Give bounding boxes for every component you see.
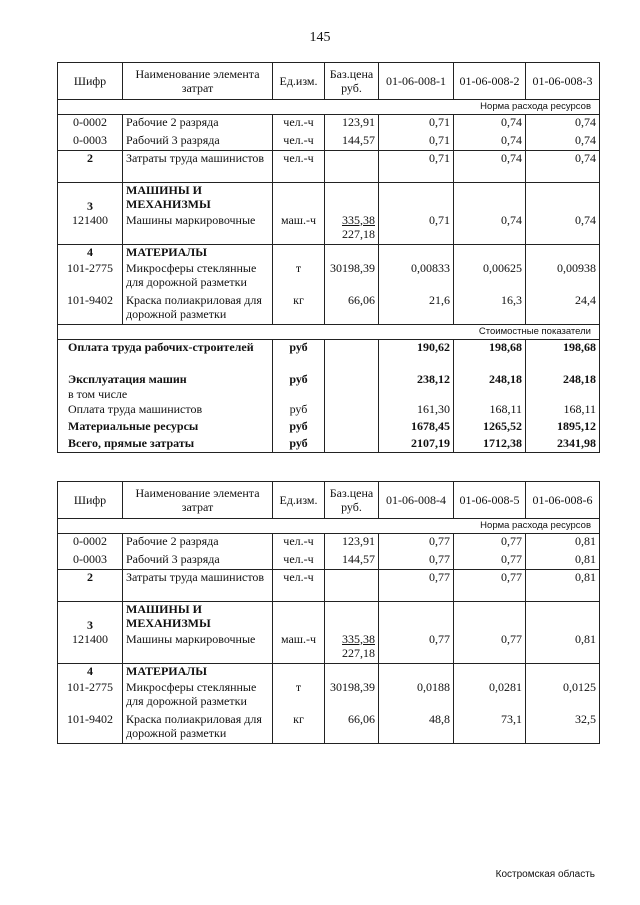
row-value: 0,00625 (454, 261, 526, 293)
cost-value: 161,30 (379, 402, 454, 419)
cost-value: 1712,38 (454, 436, 526, 453)
row-price: 123,91 (325, 115, 379, 133)
row-code: 2 (58, 570, 123, 602)
cost-row (58, 372, 600, 387)
row-name: Микросферы стеклянные для дорожной разметки (123, 680, 273, 712)
row-value: 0,77 (454, 534, 526, 552)
cost-value: 198,68 (526, 340, 600, 372)
col-header-unit: Ед.изм. (273, 482, 325, 519)
table-row (58, 133, 600, 151)
table-row (58, 664, 600, 680)
cost-value: 1678,45 (379, 419, 454, 436)
col-header-price: Баз.цена руб. (325, 482, 379, 519)
row-unit: т (273, 680, 325, 712)
cost-label: Стоимостные показатели (58, 325, 600, 340)
row-code: 101-2775 (58, 680, 123, 712)
price-value: 227,18 (342, 645, 375, 660)
row-value: 0,71 (379, 213, 454, 245)
row-code: 0-0003 (58, 552, 123, 570)
row-unit: чел.-ч (273, 151, 325, 183)
table-row (58, 293, 600, 325)
footer-region: Костромская область (495, 869, 595, 880)
cost-value: 168,11 (454, 402, 526, 419)
row-value: 73,1 (454, 712, 526, 744)
row-price: 144,57 (325, 133, 379, 151)
row-unit: кг (273, 293, 325, 325)
cost-value: 198,68 (454, 340, 526, 372)
row-value: 21,6 (379, 293, 454, 325)
row-unit: чел.-ч (273, 133, 325, 151)
row-unit: чел.-ч (273, 570, 325, 602)
row-code: 0-0003 (58, 133, 123, 151)
row-code: 0-0002 (58, 534, 123, 552)
row-name: Рабочий 3 разряда (123, 133, 273, 151)
row-name: Затраты труда машинистов (123, 151, 273, 183)
col-header-code-4: 01-06-008-4 (379, 482, 454, 519)
table-row (58, 213, 600, 245)
row-unit: чел.-ч (273, 552, 325, 570)
cost-label-row (58, 325, 600, 340)
col-header-code-2: 01-06-008-2 (454, 63, 526, 100)
row-code: 121400 (58, 632, 123, 664)
row-value: 0,0188 (379, 680, 454, 712)
cost-value: 238,12 (379, 372, 454, 387)
row-price (325, 213, 379, 245)
row-name: Краска полиакриловая для дорожной разметки (123, 712, 273, 744)
row-code: 121400 (58, 213, 123, 245)
cost-value: 1265,52 (454, 419, 526, 436)
row-name: Затраты труда машинистов (123, 570, 273, 602)
cost-row (58, 340, 600, 372)
row-value: 0,74 (454, 151, 526, 183)
row-price (325, 570, 379, 602)
col-header-unit: Ед.изм. (273, 63, 325, 100)
cost-unit: руб (273, 419, 325, 436)
row-unit: маш.-ч (273, 213, 325, 245)
row-code: 101-2775 (58, 261, 123, 293)
table-row (58, 712, 600, 744)
table-row (58, 151, 600, 183)
norm-label: Норма расхода ресурсов (58, 100, 600, 115)
row-code: 2 (58, 151, 123, 183)
row-value: 0,71 (379, 115, 454, 133)
row-value: 0,0125 (526, 680, 600, 712)
row-code: 101-9402 (58, 712, 123, 744)
row-name: МАШИНЫ И МЕХАНИЗМЫ (123, 183, 273, 213)
row-code: 4 (58, 245, 123, 261)
row-value: 0,74 (454, 213, 526, 245)
row-code: 0-0002 (58, 115, 123, 133)
row-value: 0,81 (526, 534, 600, 552)
table-row (58, 632, 600, 664)
row-value: 0,71 (379, 133, 454, 151)
row-name: МАТЕРИАЛЫ (123, 664, 273, 680)
row-value: 0,71 (379, 151, 454, 183)
cost-row (58, 419, 600, 436)
norm-label-row (58, 100, 600, 115)
price-value: 227,18 (342, 226, 375, 241)
row-price: 144,57 (325, 552, 379, 570)
row-name: Рабочий 3 разряда (123, 552, 273, 570)
cost-value: 248,18 (526, 372, 600, 387)
norm-label: Норма расхода ресурсов (58, 519, 600, 534)
table-row (58, 570, 600, 602)
cost-row (58, 436, 600, 453)
col-header-code-1: 01-06-008-1 (379, 63, 454, 100)
cost-name: Оплата труда рабочих-строителей (58, 340, 273, 372)
table-row (58, 534, 600, 552)
col-header-shifr: Шифр (58, 63, 123, 100)
row-value: 0,77 (379, 570, 454, 602)
cost-value: 2341,98 (526, 436, 600, 453)
cost-name: Оплата труда машинистов (58, 402, 273, 419)
cost-name: Эксплуатация машин (58, 372, 273, 387)
row-value: 0,77 (454, 632, 526, 664)
row-value: 0,81 (526, 632, 600, 664)
price-value: 335,38 (342, 212, 375, 227)
row-price: 66,06 (325, 293, 379, 325)
table-row (58, 183, 600, 213)
row-price: 30198,39 (325, 261, 379, 293)
row-value: 32,5 (526, 712, 600, 744)
row-value: 16,3 (454, 293, 526, 325)
row-value: 0,74 (526, 115, 600, 133)
row-value: 0,81 (526, 570, 600, 602)
col-header-code-3: 01-06-008-3 (526, 63, 600, 100)
cost-name: Материальные ресурсы (58, 419, 273, 436)
row-value: 0,74 (454, 133, 526, 151)
row-value: 48,8 (379, 712, 454, 744)
col-header-shifr: Шифр (58, 482, 123, 519)
row-price: 30198,39 (325, 680, 379, 712)
row-name: Рабочие 2 разряда (123, 534, 273, 552)
price-value: 335,38 (342, 631, 375, 646)
table-header-row (58, 482, 600, 519)
row-name: Машины маркировочные (123, 632, 273, 664)
row-price (325, 632, 379, 664)
cost-unit: руб (273, 402, 325, 419)
cost-value: 168,11 (526, 402, 600, 419)
cost-value: 1895,12 (526, 419, 600, 436)
cost-value: 248,18 (454, 372, 526, 387)
row-unit: чел.-ч (273, 115, 325, 133)
row-name: Микросферы стеклянные для дорожной разметки (123, 261, 273, 293)
row-name: Рабочие 2 разряда (123, 115, 273, 133)
table-row (58, 680, 600, 712)
row-code: 3 (58, 183, 123, 213)
row-price: 123,91 (325, 534, 379, 552)
row-value: 0,77 (454, 570, 526, 602)
col-header-name: Наименование элемента затрат (123, 482, 273, 519)
row-value: 0,77 (379, 632, 454, 664)
cost-value: 2107,19 (379, 436, 454, 453)
row-value: 24,4 (526, 293, 600, 325)
row-value: 0,77 (454, 552, 526, 570)
row-code: 101-9402 (58, 293, 123, 325)
resource-table-1 (57, 62, 600, 453)
page-number: 145 (309, 30, 331, 45)
table-row (58, 552, 600, 570)
row-value: 0,74 (526, 133, 600, 151)
col-header-name: Наименование элемента затрат (123, 63, 273, 100)
row-value: 0,74 (454, 115, 526, 133)
row-value: 0,81 (526, 552, 600, 570)
norm-label-row (58, 519, 600, 534)
row-value: 0,74 (526, 151, 600, 183)
row-value: 0,77 (379, 552, 454, 570)
cost-value: 190,62 (379, 340, 454, 372)
row-price (325, 151, 379, 183)
row-unit: маш.-ч (273, 632, 325, 664)
row-value: 0,00833 (379, 261, 454, 293)
cost-unit: руб (273, 436, 325, 453)
table-row (58, 115, 600, 133)
row-code: 3 (58, 602, 123, 632)
cost-row (58, 402, 600, 419)
cost-row (58, 387, 600, 402)
table-row (58, 602, 600, 632)
row-unit: кг (273, 712, 325, 744)
col-header-code-5: 01-06-008-5 (454, 482, 526, 519)
row-unit: т (273, 261, 325, 293)
row-name: МАТЕРИАЛЫ (123, 245, 273, 261)
table-row (58, 261, 600, 293)
row-value: 0,74 (526, 213, 600, 245)
row-name: Машины маркировочные (123, 213, 273, 245)
resource-table-2 (57, 481, 600, 744)
cost-unit: руб (273, 340, 325, 372)
cost-name: в том числе (58, 387, 273, 402)
row-name: МАШИНЫ И МЕХАНИЗМЫ (123, 602, 273, 632)
row-value: 0,77 (379, 534, 454, 552)
row-unit: чел.-ч (273, 534, 325, 552)
table-row (58, 245, 600, 261)
table-header-row (58, 63, 600, 100)
row-value: 0,00938 (526, 261, 600, 293)
row-value: 0,0281 (454, 680, 526, 712)
row-code: 4 (58, 664, 123, 680)
col-header-price: Баз.цена руб. (325, 63, 379, 100)
row-name: Краска полиакриловая для дорожной разметки (123, 293, 273, 325)
col-header-code-6: 01-06-008-6 (526, 482, 600, 519)
cost-unit: руб (273, 372, 325, 387)
cost-name: Всего, прямые затраты (58, 436, 273, 453)
row-price: 66,06 (325, 712, 379, 744)
